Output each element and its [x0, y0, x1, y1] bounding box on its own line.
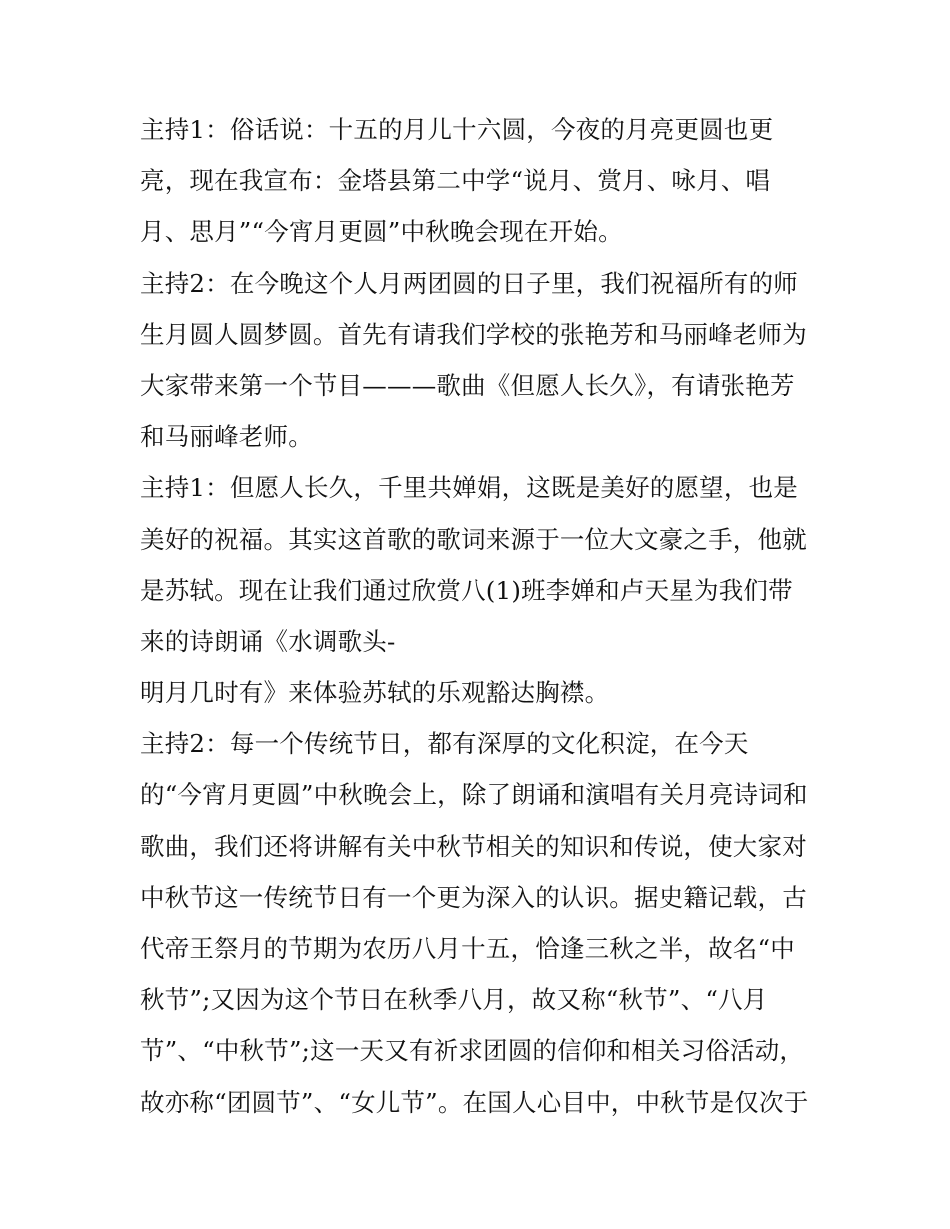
text-line: 主持2：每一个传统节日，都有深厚的文化积淀，在今天: [140, 729, 749, 759]
text-line: 节”、“中秋节”;这一天又有祈求团圆的信仰和相关习俗活动，: [140, 1036, 805, 1066]
text-line: 美好的祝福。其实这首歌的歌词来源于一位大文豪之手，他就: [140, 524, 807, 554]
text-line: 中秋节这一传统节日有一个更为深入的认识。据史籍记载，古: [140, 882, 807, 912]
text-line: 大家带来第一个节目———歌曲《但愿人长久》，有请张艳芳: [140, 370, 795, 400]
text-line: 和马丽峰老师。: [140, 422, 313, 452]
text-line: 代帝王祭月的节期为农历八月十五，恰逢三秋之半，故名“中: [140, 934, 795, 963]
text-line: 明月几时有》来体验苏轼的乐观豁达胸襟。: [140, 678, 610, 708]
text-line: 歌曲，我们还将讲解有关中秋节相关的知识和传说，使大家对: [140, 831, 807, 861]
text-line: 秋节”;又因为这个节日在秋季八月，故又称“秋节”、“八月: [140, 985, 768, 1015]
document-body: [140, 108, 820, 1132]
text-line: 主持2：在今晚这个人月两团圆的日子里，我们祝福所有的师: [140, 268, 798, 298]
text-line: 主持1：但愿人长久，千里共婵娟，这既是美好的愿望，也是: [140, 473, 798, 503]
text-line: 主持1：俗话说：十五的月儿十六圆，今夜的月亮更圆也更: [140, 115, 774, 144]
text-line: 的“今宵月更圆”中秋晚会上，除了朗诵和演唱有关月亮诗词和: [140, 780, 808, 810]
text-line: 是苏轼。现在让我们通过欣赏八(1)班李婵和卢天星为我们带: [140, 575, 793, 605]
text-line: 月、思月”“今宵月更圆”中秋晚会现在开始。: [140, 217, 623, 247]
text-line: 亮，现在我宣布：金塔县第二中学“说月、赏月、咏月、唱: [140, 166, 771, 196]
text-line: 生月圆人圆梦圆。首先有请我们学校的张艳芳和马丽峰老师为: [140, 319, 807, 349]
text-line: 来的诗朗诵《水调歌头-: [140, 626, 396, 656]
text-line: 故亦称“团圆节”、“女儿节”。在国人心目中，中秋节是仅次于: [140, 1087, 809, 1117]
